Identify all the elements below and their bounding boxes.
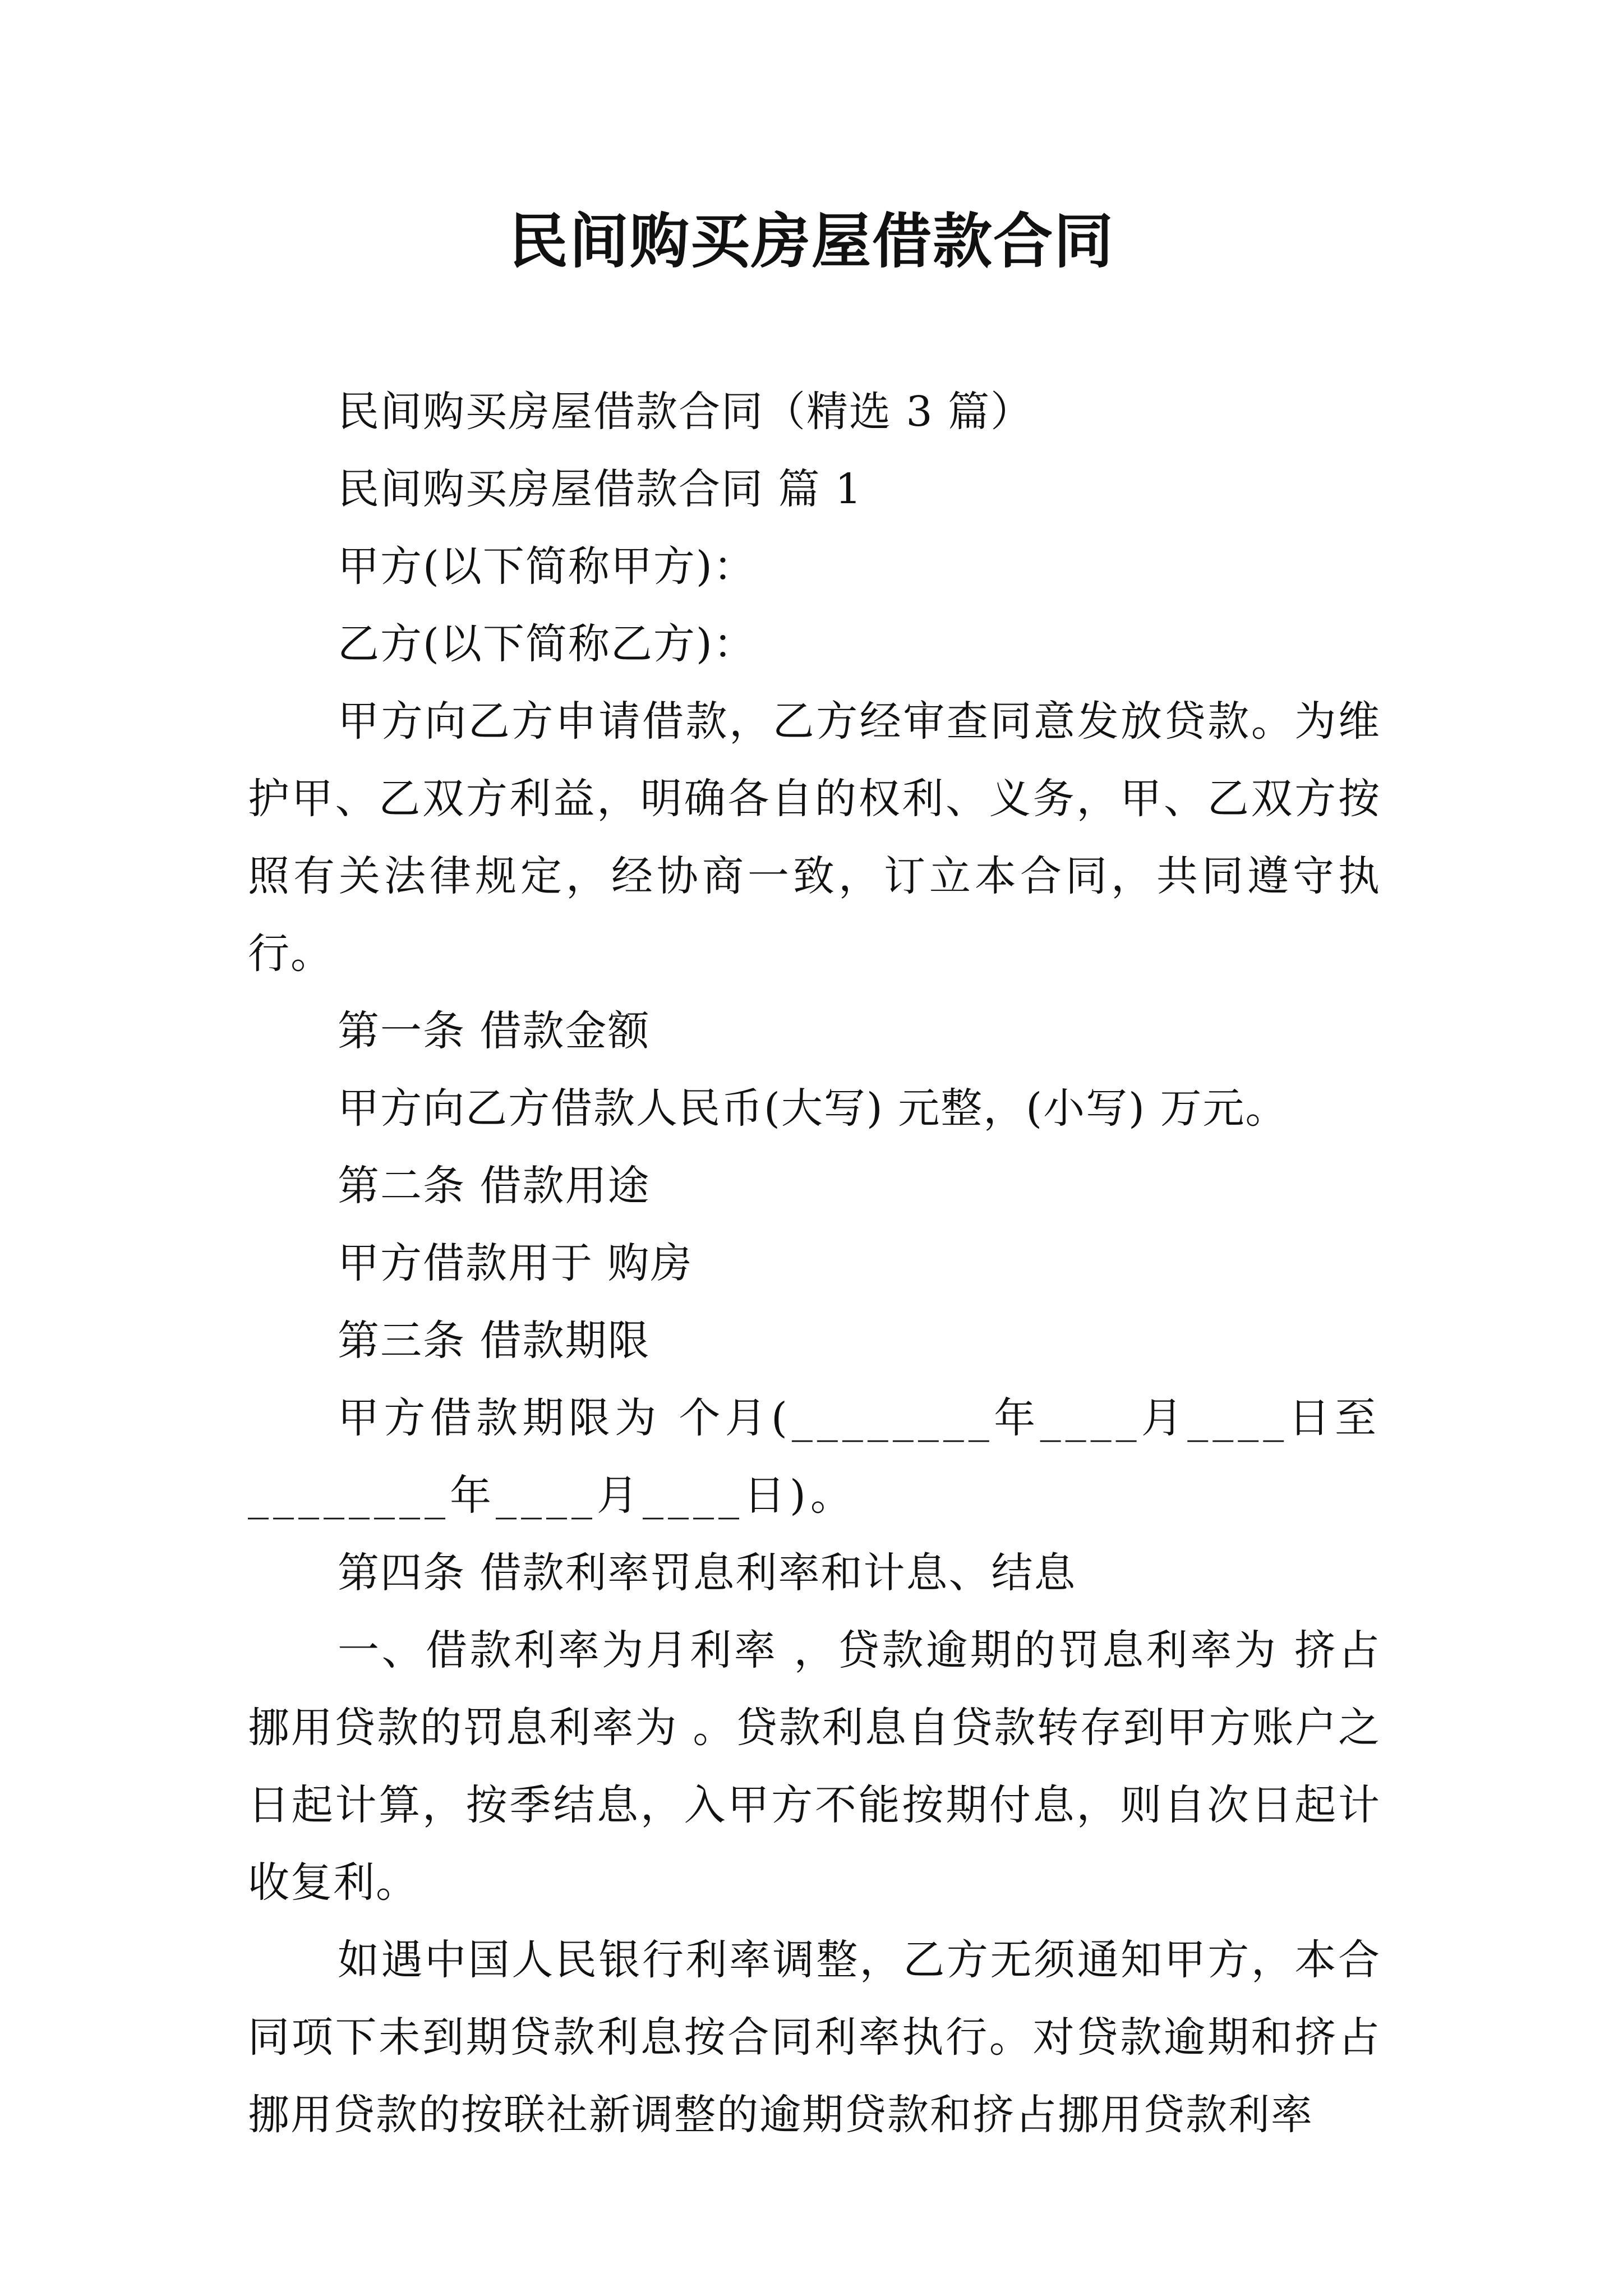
article-4-clause-2: 如遇中国人民银行利率调整，乙方无须通知甲方，本合同项下未到期贷款利息按合同利率执行。对贷款逾期和挤占挪用贷款的按联社新调整的逾期贷款和挤占挪用贷款利率 [248, 1936, 1381, 2139]
paragraph-section-heading: 民间购买房屋借款合同 篇 1 [338, 465, 863, 513]
paragraph-party-a: 甲方(以下简称甲方)： [338, 542, 756, 591]
paragraph-subtitle: 民间购买房屋借款合同（精选 3 篇） [338, 388, 1034, 436]
article-4-clause-1: 一、借款利率为月利率 ，贷款逾期的罚息利率为 挤占挪用贷款的罚息利率为 。贷款利息自贷款转存到甲方账户之日起计算，按季结息，入甲方不能按期付息，则自次日起计收复利。 [248, 1626, 1381, 1907]
article-2-heading: 第二条 借款用途 [338, 1162, 651, 1210]
article-2-text: 甲方借款用于 购房 [338, 1239, 693, 1287]
paragraph-party-b: 乙方(以下简称乙方)： [338, 620, 756, 668]
document-title: 民间购买房屋借款合同 [509, 206, 1114, 276]
article-4-heading: 第四条 借款利率罚息利率和计息、结息 [338, 1549, 1077, 1597]
article-1-heading: 第一条 借款金额 [338, 1007, 651, 1055]
document-body [248, 373, 1381, 2154]
article-1-text: 甲方向乙方借款人民币(大写) 元整，(小写) 万元。 [338, 1084, 1288, 1133]
paragraph-preamble: 甲方向乙方申请借款，乙方经审查同意发放贷款。为维护甲、乙双方利益，明确各自的权利、义务，甲、乙双方按照有关法律规定，经协商一致，订立本合同，共同遵守执行。 [248, 697, 1381, 978]
article-3-heading: 第三条 借款期限 [338, 1317, 651, 1365]
article-3-text: 甲方借款期限为 个月(________年____月____日至________年____月____日)。 [248, 1394, 1381, 1520]
